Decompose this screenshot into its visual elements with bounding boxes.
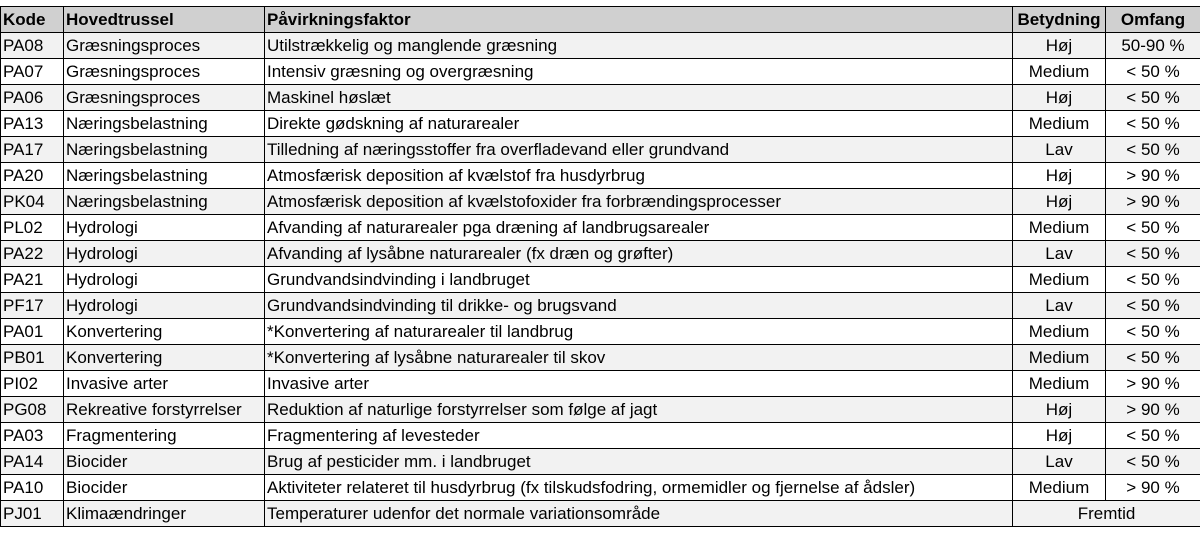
cell-code: PA10 — [1, 475, 64, 501]
cell-main-threat: Hydrologi — [64, 241, 265, 267]
cell-significance: Høj — [1013, 33, 1106, 59]
table-row — [1, 85, 1200, 111]
cell-significance: Medium — [1013, 267, 1106, 293]
cell-significance: Høj — [1013, 85, 1106, 111]
cell-main-threat: Fragmentering — [64, 423, 265, 449]
cell-code: PG08 — [1, 397, 64, 423]
cell-factor: Fragmentering af levesteder — [265, 423, 1013, 449]
table-row — [1, 501, 1200, 527]
cell-extent: < 50 % — [1106, 293, 1200, 319]
cell-main-threat: Næringsbelastning — [64, 111, 265, 137]
cell-main-threat: Hydrologi — [64, 267, 265, 293]
cell-main-threat: Konvertering — [64, 319, 265, 345]
cell-code: PK04 — [1, 189, 64, 215]
table-row — [1, 475, 1200, 501]
cell-factor: *Konvertering af lysåbne naturarealer til skov — [265, 345, 1013, 371]
cell-code: PA07 — [1, 59, 64, 85]
cell-main-threat: Biocider — [64, 475, 265, 501]
cell-factor: Grundvandsindvinding i landbruget — [265, 267, 1013, 293]
cell-significance: Medium — [1013, 59, 1106, 85]
table-row — [1, 449, 1200, 475]
cell-main-threat: Hydrologi — [64, 215, 265, 241]
cell-significance: Lav — [1013, 449, 1106, 475]
cell-code: PB01 — [1, 345, 64, 371]
cell-extent: < 50 % — [1106, 215, 1200, 241]
cell-significance: Medium — [1013, 371, 1106, 397]
cell-main-threat: Næringsbelastning — [64, 189, 265, 215]
cell-code: PA13 — [1, 111, 64, 137]
cell-significance: Medium — [1013, 475, 1106, 501]
cell-significance: Høj — [1013, 163, 1106, 189]
table-row — [1, 111, 1200, 137]
cell-extent: > 90 % — [1106, 189, 1200, 215]
cell-significance: Medium — [1013, 111, 1106, 137]
table-row — [1, 137, 1200, 163]
cell-code: PA20 — [1, 163, 64, 189]
cell-code: PA17 — [1, 137, 64, 163]
cell-main-threat: Græsningsproces — [64, 85, 265, 111]
cell-significance: Medium — [1013, 319, 1106, 345]
cell-factor: Grundvandsindvinding til drikke- og brugsvand — [265, 293, 1013, 319]
cell-extent: < 50 % — [1106, 241, 1200, 267]
cell-extent: < 50 % — [1106, 267, 1200, 293]
cell-code: PA03 — [1, 423, 64, 449]
cell-extent: > 90 % — [1106, 475, 1200, 501]
cell-extent: < 50 % — [1106, 345, 1200, 371]
cell-extent: < 50 % — [1106, 85, 1200, 111]
cell-main-threat: Næringsbelastning — [64, 137, 265, 163]
cell-code: PI02 — [1, 371, 64, 397]
cell-code: PL02 — [1, 215, 64, 241]
cell-factor: Aktiviteter relateret til husdyrbrug (fx tilskudsfodring, ormemidler og fjernelse af ådsler) — [265, 475, 1013, 501]
cell-significance: Høj — [1013, 423, 1106, 449]
cell-extent: > 90 % — [1106, 397, 1200, 423]
cell-code: PA14 — [1, 449, 64, 475]
cell-main-threat: Klimaændringer — [64, 501, 265, 527]
table-row — [1, 241, 1200, 267]
cell-main-threat: Græsningsproces — [64, 33, 265, 59]
cell-significance: Høj — [1013, 189, 1106, 215]
cell-main-threat: Græsningsproces — [64, 59, 265, 85]
table-row — [1, 423, 1200, 449]
cell-factor: Reduktion af naturlige forstyrrelser som følge af jagt — [265, 397, 1013, 423]
table-row — [1, 397, 1200, 423]
cell-main-threat: Biocider — [64, 449, 265, 475]
cell-extent: < 50 % — [1106, 449, 1200, 475]
cell-factor: Temperaturer udenfor det normale variationsområde — [265, 501, 1013, 527]
threat-table — [0, 6, 1200, 527]
cell-code: PJ01 — [1, 501, 64, 527]
header-factor: Påvirkningsfaktor — [265, 7, 1013, 33]
cell-significance: Medium — [1013, 215, 1106, 241]
cell-factor: Utilstrækkelig og manglende græsning — [265, 33, 1013, 59]
table-row — [1, 267, 1200, 293]
cell-code: PA06 — [1, 85, 64, 111]
cell-extent: < 50 % — [1106, 59, 1200, 85]
cell-code: PF17 — [1, 293, 64, 319]
table-row — [1, 319, 1200, 345]
cell-extent: 50-90 % — [1106, 33, 1200, 59]
cell-factor: Maskinel høslæt — [265, 85, 1013, 111]
cell-factor: Invasive arter — [265, 371, 1013, 397]
cell-main-threat: Rekreative forstyrrelser — [64, 397, 265, 423]
cell-extent: < 50 % — [1106, 423, 1200, 449]
table-row — [1, 293, 1200, 319]
cell-main-threat: Næringsbelastning — [64, 163, 265, 189]
table-row — [1, 189, 1200, 215]
cell-factor: Afvanding af lysåbne naturarealer (fx dræn og grøfter) — [265, 241, 1013, 267]
header-significance: Betydning — [1013, 7, 1106, 33]
cell-significance: Lav — [1013, 293, 1106, 319]
cell-code: PA21 — [1, 267, 64, 293]
cell-main-threat: Hydrologi — [64, 293, 265, 319]
header-main-threat: Hovedtrussel — [64, 7, 265, 33]
table-row — [1, 33, 1200, 59]
cell-main-threat: Invasive arter — [64, 371, 265, 397]
cell-significance: Medium — [1013, 345, 1106, 371]
cell-significance: Lav — [1013, 241, 1106, 267]
header-code: Kode — [1, 7, 64, 33]
table-row — [1, 215, 1200, 241]
cell-code: PA08 — [1, 33, 64, 59]
cell-merged-extent: Fremtid — [1013, 501, 1200, 527]
cell-code: PA22 — [1, 241, 64, 267]
cell-factor: *Konvertering af naturarealer til landbrug — [265, 319, 1013, 345]
table-row — [1, 163, 1200, 189]
cell-factor: Atmosfærisk deposition af kvælstof fra husdyrbrug — [265, 163, 1013, 189]
table-row — [1, 59, 1200, 85]
cell-main-threat: Konvertering — [64, 345, 265, 371]
table-row — [1, 371, 1200, 397]
cell-extent: < 50 % — [1106, 111, 1200, 137]
cell-factor: Atmosfærisk deposition af kvælstofoxider fra forbrændingsprocesser — [265, 189, 1013, 215]
cell-extent: < 50 % — [1106, 137, 1200, 163]
header-row — [1, 7, 1200, 33]
cell-factor: Afvanding af naturarealer pga dræning af landbrugsarealer — [265, 215, 1013, 241]
cell-significance: Lav — [1013, 137, 1106, 163]
cell-extent: > 90 % — [1106, 371, 1200, 397]
cell-extent: < 50 % — [1106, 319, 1200, 345]
table-row — [1, 345, 1200, 371]
cell-code: PA01 — [1, 319, 64, 345]
cell-significance: Høj — [1013, 397, 1106, 423]
header-extent: Omfang — [1106, 7, 1200, 33]
cell-factor: Intensiv græsning og overgræsning — [265, 59, 1013, 85]
cell-extent: > 90 % — [1106, 163, 1200, 189]
cell-factor: Brug af pesticider mm. i landbruget — [265, 449, 1013, 475]
cell-factor: Tilledning af næringsstoffer fra overfladevand eller grundvand — [265, 137, 1013, 163]
cell-factor: Direkte gødskning af naturarealer — [265, 111, 1013, 137]
